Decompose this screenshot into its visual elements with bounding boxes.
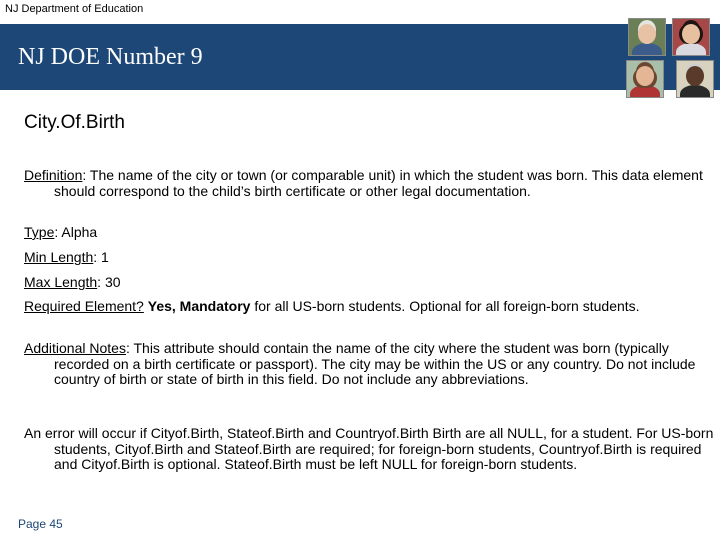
type-value: : Alpha	[54, 224, 98, 240]
page-number: Page 45	[18, 517, 63, 531]
organization-label: NJ Department of Education	[5, 3, 144, 15]
required-label: Required Element?	[24, 298, 144, 314]
photo-collage	[620, 14, 720, 100]
notes-label: Additional Notes	[24, 340, 126, 356]
required-text: for all US-born students. Optional for all foreign-born students.	[250, 298, 640, 314]
person-photo-man-glasses	[676, 60, 714, 98]
definition-text: : The name of the city or town (or comparable unit) in which the student was born. This data element should correspond to the child’s birth certificate or other legal documentation.	[54, 167, 703, 199]
slide-title: NJ DOE Number 9	[18, 44, 203, 70]
person-photo-woman-brown-hair	[626, 60, 664, 98]
required-paragraph	[24, 299, 720, 315]
min-length-paragraph	[24, 250, 720, 266]
person-photo-man-white-hair	[628, 18, 666, 56]
type-paragraph	[24, 225, 720, 241]
type-label: Type	[24, 224, 55, 240]
min-length-value: : 1	[93, 249, 109, 265]
person-photo-woman-dark-hair	[672, 18, 710, 56]
min-length-label: Min Length	[24, 249, 94, 265]
title-banner	[0, 24, 720, 90]
error-paragraph: An error will occur if Cityof.Birth, Stateof.Birth and Countryof.Birth Birth are all NULL, for a student. For US-born students, Cityof.Birth and Stateof.Birth are required; for foreign-born students, Countryof.Birth is required and Cityof.Birth is optional. Stateof.Birth must be left NULL for foreign-born students.	[24, 425, 714, 472]
element-heading: City.Of.Birth	[24, 112, 125, 133]
notes-text: : This attribute should contain the name of the city where the student was born (typically recorded on a birth certificate or passport). The city may be within the US or any country. Do not include country of birth or state of birth in this field. Do not include any abbreviations.	[54, 340, 696, 387]
max-length-label: Max Length	[24, 274, 98, 290]
definition-label: Definition	[24, 167, 83, 183]
notes-paragraph	[24, 341, 720, 388]
definition-paragraph	[24, 168, 720, 199]
max-length-paragraph	[24, 275, 720, 291]
max-length-value: : 30	[97, 274, 121, 290]
required-bold-value: Yes, Mandatory	[147, 298, 251, 314]
